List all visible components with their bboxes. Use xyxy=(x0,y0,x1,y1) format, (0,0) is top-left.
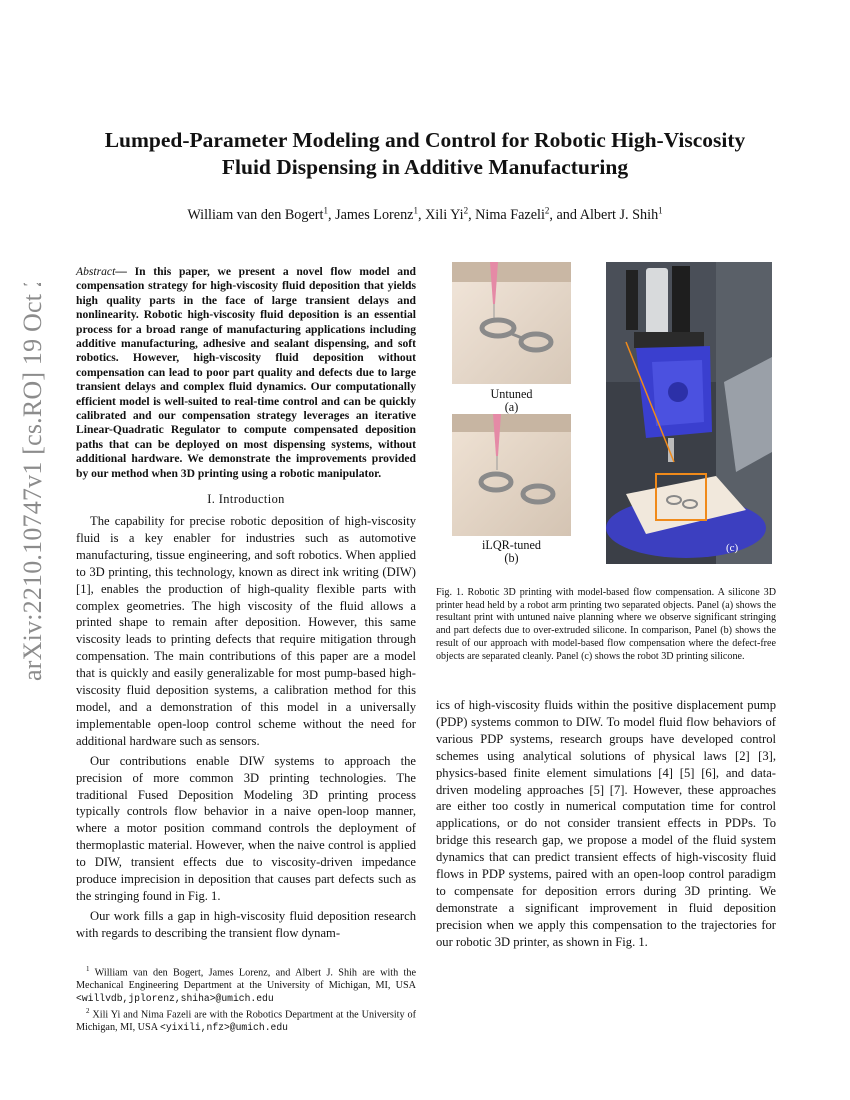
photo-robot-printing xyxy=(606,262,772,564)
paragraph: ics of high-viscosity fluids within the positive displacement pump (PDP) systems common to DIW. To model fluid flow behaviors of various PDP systems, research groups have developed control schemes using analytical solutions of physical laws [2] [3], physics-based finite element simulations [4] [5] [6], and data-driven modeling approaches [5] [7]. However, these approaches are either too costly in numerical computation time for control applications, or do not consider transient effects in PDPs. To bridge this research gap, we propose a model of the fluid system dynamics that can predict transient effects of high-viscosity fluid flows in PDP systems, paired with an open-loop control paradigm to compensate for deposition errors during 3D printing. We demonstrate a significant improvement in fluid deposition precision when we apply this compensation to the trajectories for our robotic 3D printer, as shown in Fig. 1. xyxy=(436,698,776,949)
footnotes xyxy=(76,963,416,1035)
photo-ilqr-tuned-print xyxy=(452,414,571,536)
panel-a-label: Untuned (a) xyxy=(490,387,533,414)
author: Nima Fazeli$^2$, and xyxy=(475,205,580,223)
paragraph: The capability for precise robotic deposition of high-viscosity fluid is a key enabler for industries such as automotive manufacturing, tissue engineering, and soft robotics. When applied to 3D printing, this technology, known as direct ink writing (DIW) [1], enables the production of high-quality flexible parts with complex geometries. The high viscosity of the fluid allows a printed shape to remain after deposition. However, this same viscosity leads to printing defects that require mitigation through compensation. The main contributions of this paper are a model that is quickly and easily generalizable for most pump-based high-viscosity fluid deposition systems, a calibration method for this model, and a demonstration of this model in a universally implementable open-loop control scheme without the need for additional hardware such as sensors. xyxy=(76,514,416,748)
panel-c-label: (c) xyxy=(726,542,739,554)
arxiv-watermark xyxy=(3,283,53,683)
figure-1 xyxy=(436,262,776,592)
author-list xyxy=(60,205,790,224)
arxiv-identifier: arXiv:2210.10747v1 [cs.RO] 19 Oct 2022 xyxy=(18,283,47,681)
abstract: Abstract— In this paper, we present a novel flow model and compensation strategy for high-viscosity fluid deposition that yields high quality parts in the face of large transient delays and nonlinearity. Robotic high-viscosity fluid deposition is an essential process for a broad range of manufacturing applications including additive manufacturing, adhesive and sealant dispensing, and soft robotics. However, high-viscosity fluid deposition without compensation can lead to poor part quality and defects due to large transient delays and complex fluid dynamics. Our computationally efficient model is well-suited to real-time control and can be quickly calibrated and our compensation strategy leverages an iterative Linear-Quadratic Regulator to compute compensated deposition paths that can be deployed on most dispensing systems, without additional hardware. We demonstrate the improvements provided by our method when 3D printing using a robotic manipulator. xyxy=(76,265,416,480)
right-column xyxy=(436,697,776,954)
photo-untuned-print xyxy=(452,262,571,384)
left-column xyxy=(76,265,416,945)
section-heading: I. Introduction xyxy=(207,492,285,507)
paragraph: Our work fills a gap in high-viscosity fluid deposition research with regards to describing the transient flow dynam- xyxy=(76,908,416,940)
author: William van den Bogert$^1$, xyxy=(187,205,336,223)
panel-b-label: iLQR-tuned (b) xyxy=(482,538,541,565)
author: Xili Yi$^2$, xyxy=(425,205,476,223)
paragraph: Our contributions enable DIW systems to approach the precision of more common 3D printing technologies. The traditional Fused Deposition Modeling 3D printing process typically controls flow behavior in a naive open-loop manner, where a motor position command controls the deployment of thermoplastic material. However, when the naive control is applied to DIW, transient effects due to viscosity-driven impedance produce imprecision in deposition that causes part defects such as the stringing found in Fig. 1. xyxy=(76,753,416,903)
title-line-2: Fluid Dispensing in Additive Manufacturing xyxy=(221,155,629,179)
author: Albert J. Shih$^1$ xyxy=(579,205,663,223)
title-line-1: Lumped-Parameter Modeling and Control for Robotic High-Viscosity xyxy=(104,128,746,152)
abstract-label: Abstract xyxy=(76,265,116,278)
footnote-2: $^2$ Xili Yi and Nima Fazeli are with the Robotics Department at the University of Michigan, MI, USA <yixili,nfz>@umich.edu xyxy=(76,1007,416,1034)
footnote-1: $^1$ William van den Bogert, James Lorenz, and Albert J. Shih are with the Mechanical Engineering Department at the University of Michigan, MI, USA <willvdb,jplorenz,shiha>@umich.edu xyxy=(76,965,416,1004)
paper-title xyxy=(60,127,790,181)
figure-caption: Fig. 1. Robotic 3D printing with model-based flow compensation. A silicone 3D printer head held by a robot arm printing two separated objects. Panel (a) shows the resultant print with untuned naive planning where we observe significant stringing and part defects due to over-extruded silicone. In comparison, Panel (b) shows the result of our approach with model-based flow compensation where the defect-free objects are separated cleanly. Panel (c) shows the robot 3D printing silicone. xyxy=(436,587,776,662)
abstract-text: In this paper, we present a novel flow model and compensation strategy for high-viscosity fluid deposition that yields high quality parts in the face of large transient delays and nonlinearity. Robotic high-viscosity fluid deposition is an essential process for a broad range of manufacturing applications including additive manufacturing, adhesive and sealant dispensing, and soft robotics. However, high-viscosity fluid deposition without compensation can lead to poor part quality and defects due to large transient delays and complex fluid dynamics. Our computationally efficient model is well-suited to real-time control and can be quickly calibrated and our compensation strategy leverages an iterative Linear-Quadratic Regulator to compute compensated deposition paths that can be deployed on most dispensing systems, without additional hardware. We demonstrate the improvements provided by our method when 3D printing using a robotic manipulator. xyxy=(76,265,416,480)
author: James Lorenz$^1$, xyxy=(335,205,426,223)
